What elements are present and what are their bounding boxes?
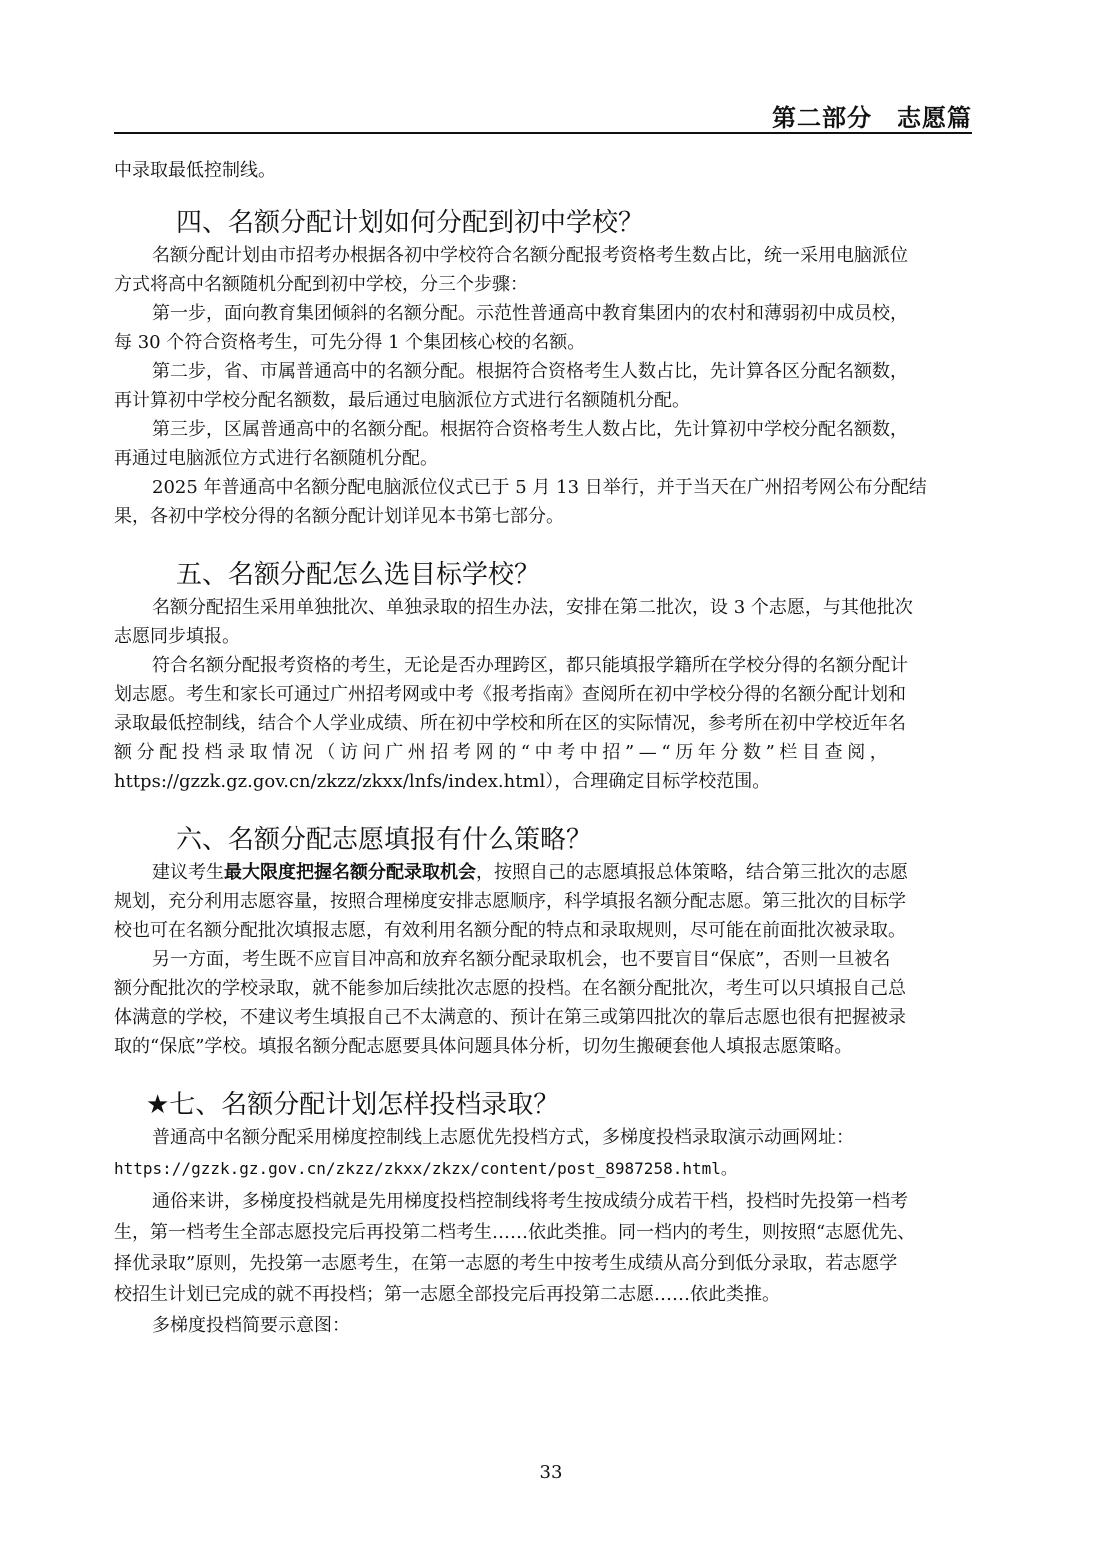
paragraph-line: 规划，充分利用志愿容量，按照合理梯度安排志愿顺序，科学填报名额分配志愿。第三批次的目标学 bbox=[114, 891, 906, 912]
running-header-title: 第二部分 志愿篇 bbox=[772, 104, 972, 132]
paragraph-line: 志愿同步填报。 bbox=[114, 626, 240, 647]
paragraph-line: 方式将高中名额随机分配到初中学校，分三个步骤： bbox=[114, 274, 528, 295]
paragraph-line: 额分配投档录取情况（访问广州招考网的“中考中招”—“历年分数”栏目查阅， bbox=[114, 742, 893, 763]
paragraph-line: 再通过电脑派位方式进行名额随机分配。 bbox=[114, 448, 438, 469]
paragraph-line: 第三步，区属普通高中的名额分配。根据符合资格考生人数占比，先计算初中学校分配名额数， bbox=[152, 419, 908, 440]
paragraph-line: 多梯度投档简要示意图： bbox=[152, 1315, 350, 1336]
paragraph-line: 果，各初中学校分得的名额分配计划详见本书第七部分。 bbox=[114, 506, 564, 527]
paragraph-line: 符合名额分配报考资格的考生，无论是否办理跨区，都只能填报学籍所在学校分得的名额分配计 bbox=[152, 655, 908, 676]
paragraph-line: 名额分配招生采用单独批次、单独录取的招生办法，安排在第二批次，设 3 个志愿，与其他批次 bbox=[152, 597, 913, 618]
paragraph-line: 每 30 个符合资格考生，可先分得 1 个集团核心校的名额。 bbox=[114, 332, 586, 353]
section-4-body bbox=[114, 241, 972, 531]
emphasis-text: 最大限度把握名额分配录取机会 bbox=[224, 862, 476, 883]
section-7-body bbox=[114, 1123, 972, 1341]
section-5-body bbox=[114, 593, 972, 796]
paragraph-line: 再计算初中学校分配名额数，最后通过电脑派位方式进行名额随机分配。 bbox=[114, 390, 690, 411]
paragraph-line: 生，第一档考生全部志愿投完后再投第二档考生……依此类推。同一档内的考生，则按照“志愿优先、 bbox=[114, 1222, 916, 1243]
page-content bbox=[114, 156, 972, 1341]
url-line: https://gzzk.gz.gov.cn/zkzz/zkxx/zkzx/content/post_8987258.html。 bbox=[114, 1159, 737, 1178]
section-6-heading: 六、名额分配志愿填报有什么策略？ bbox=[176, 825, 593, 855]
paragraph-line: 校也可在名额分配批次填报志愿，有效利用名额分配的特点和录取规则，尽可能在前面批次被录取。 bbox=[114, 920, 906, 941]
paragraph-line: 通俗来讲，多梯度投档就是先用梯度投档控制线将考生按成绩分成若干档，投档时先投第一档考 bbox=[152, 1191, 908, 1212]
paragraph-line: 体满意的学校，不建议考生填报自己不太满意的、预计在第三或第四批次的靠后志愿也很有把握被录 bbox=[114, 1007, 906, 1028]
paragraph-line: 择优录取”原则，先投第一志愿考生，在第一志愿的考生中按考生成绩从高分到低分录取，若志愿学 bbox=[114, 1253, 898, 1274]
section-4-heading: 四、名额分配计划如何分配到初中学校？ bbox=[176, 208, 645, 238]
section-5-heading: 五、名额分配怎么选目标学校？ bbox=[176, 560, 541, 590]
paragraph-line: 额分配批次的学校录取，就不能参加后续批次志愿的投档。在名额分配批次，考生可以只填报自己总 bbox=[114, 978, 906, 999]
paragraph-line: 划志愿。考生和家长可通过广州招考网或中考《报考指南》查阅所在初中学校分得的名额分配计划和 bbox=[114, 684, 906, 705]
paragraph-line: 另一方面，考生既不应盲目冲高和放弃名额分配录取机会，也不要盲目“保底”，否则一旦被名 bbox=[152, 949, 891, 970]
section-7-heading: ★七、名额分配计划怎样投档录取？ bbox=[146, 1090, 560, 1120]
intro-line: 中录取最低控制线。 bbox=[114, 160, 276, 181]
paragraph-line: 校招生计划已完成的就不再投档；第一志愿全部投完后再投第二志愿……依此类推。 bbox=[114, 1284, 780, 1305]
paragraph-line bbox=[114, 858, 972, 887]
running-header bbox=[114, 96, 972, 134]
paragraph-line: 第一步，面向教育集团倾斜的名额分配。示范性普通高中教育集团内的农村和薄弱初中成员校， bbox=[152, 303, 908, 324]
paragraph-line: 普通高中名额分配采用梯度控制线上志愿优先投档方式，多梯度投档录取演示动画网址： bbox=[152, 1127, 854, 1148]
url-line: https://gzzk.gz.gov.cn/zkzz/zkxx/lnfs/index.html），合理确定目标学校范围。 bbox=[114, 771, 771, 792]
paragraph-text: 建议考生 bbox=[152, 862, 224, 883]
page-number: 33 bbox=[539, 1462, 563, 1483]
paragraph-line: 名额分配计划由市招考办根据各初中学校符合名额分配报考资格考生数占比，统一采用电脑派位 bbox=[152, 245, 908, 266]
paragraph-line: 第二步，省、市属普通高中的名额分配。根据符合资格考生人数占比，先计算各区分配名额数， bbox=[152, 361, 908, 382]
paragraph-text: ，按照自己的志愿填报总体策略，结合第三批次的志愿 bbox=[476, 862, 908, 883]
paragraph-line: 录取最低控制线，结合个人学业成绩、所在初中学校和所在区的实际情况，参考所在初中学校近年名 bbox=[114, 713, 906, 734]
paragraph-line: 取的“保底”学校。填报名额分配志愿要具体问题具体分析，切勿生搬硬套他人填报志愿策略。 bbox=[114, 1036, 853, 1057]
paragraph-line: 2025 年普通高中名额分配电脑派位仪式已于 5 月 13 日举行，并于当天在广州招考网公布分配结 bbox=[152, 477, 927, 498]
section-6-body bbox=[114, 858, 972, 1061]
